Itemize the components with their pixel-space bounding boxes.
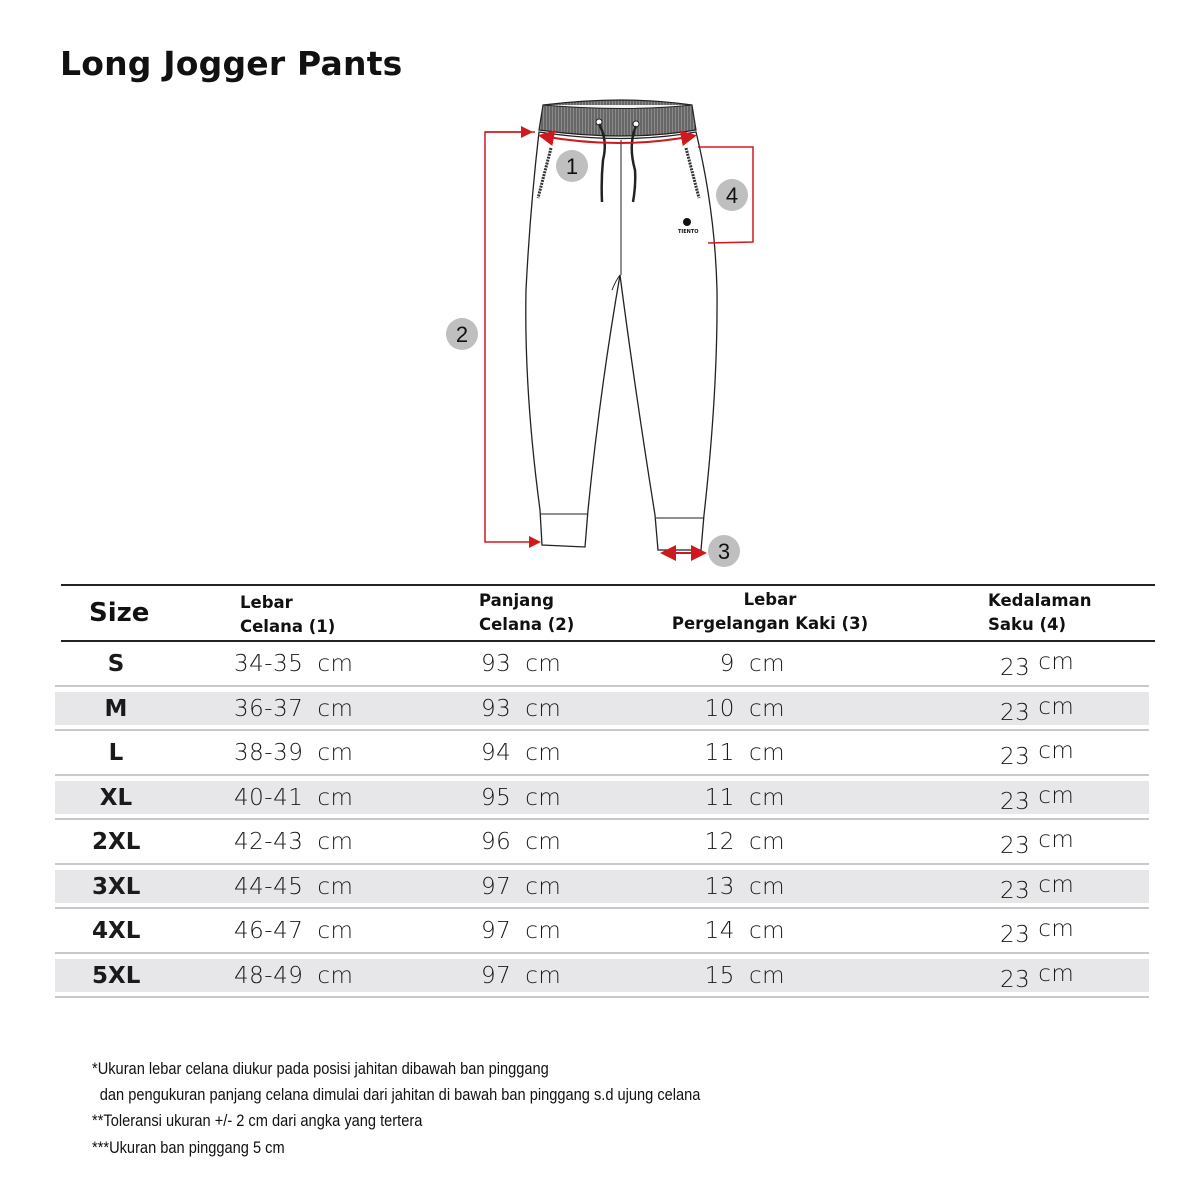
cell-lebar-celana: 40-41 cm [234,784,354,811]
svg-text:3: 3 [717,539,731,564]
cell-lebar-celana: 46-47 cm [234,918,354,944]
cell-lebar-celana: 36-37 cm [234,695,354,722]
cell-size: S [107,651,125,677]
cell-lebar-celana: 44-45 cm [234,873,354,900]
cell-panjang-celana: 93 cm [481,695,562,722]
cell-panjang-celana: 93 cm [481,651,562,677]
cell-kedalaman-saku: 23 cm [1000,649,1075,681]
cell-size: 2XL [92,829,141,855]
svg-text:TIENTO: TIENTO [678,229,699,235]
cell-kedalaman-saku: 23 cm [1000,693,1075,726]
cell-panjang-celana: 96 cm [481,829,562,855]
cell-lebar-pergelangan: 10 cm [704,695,785,722]
cell-kedalaman-saku: 23 cm [1000,960,1075,993]
footnote-2: **Toleransi ukuran +/- 2 cm dari angka yang tertera [92,1110,423,1130]
cell-lebar-pergelangan: 11 cm [704,784,785,811]
cell-size: 4XL [92,918,141,944]
pants-measurement-diagram [430,90,770,580]
cell-panjang-celana: 94 cm [481,740,562,766]
cell-lebar-pergelangan: 12 cm [704,829,785,855]
cell-panjang-celana: 95 cm [481,784,562,811]
cell-kedalaman-saku: 23 cm [1000,871,1075,904]
cell-panjang-celana: 97 cm [481,962,562,989]
cell-size: XL [99,784,133,811]
table-row [55,865,1149,910]
size-chart-table [55,584,1155,998]
cell-size: M [104,695,128,722]
marker-badge-1 [556,150,588,182]
footnote-3: ***Ukuran ban pinggang 5 cm [92,1138,285,1157]
cell-size: 5XL [92,962,141,989]
waistband [539,100,696,136]
marker-badge-2 [446,318,478,350]
cell-kedalaman-saku: 23 cm [1000,782,1075,815]
cell-lebar-pergelangan: 15 cm [704,962,785,989]
cell-panjang-celana: 97 cm [481,918,562,944]
cell-lebar-pergelangan: 13 cm [704,873,785,900]
marker-badge-4 [716,179,748,211]
cell-lebar-pergelangan: 14 cm [704,918,785,944]
table-row [55,954,1149,999]
table-row [55,776,1149,821]
header-lebar-celana: Lebar Celana (1) [240,593,336,636]
table-row [55,687,1149,732]
cell-lebar-pergelangan: 9 cm [719,651,785,677]
footnote-1-continued: dan pengukuran panjang celana dimulai dari jahitan di bawah ban pinggang s.d ujung celana [99,1084,701,1104]
table-body [55,642,1155,998]
cell-panjang-celana: 97 cm [481,873,562,900]
cell-kedalaman-saku: 23 cm [1000,738,1075,770]
table-row [55,731,1149,776]
header-panjang-celana: Panjang Celana (2) [479,591,575,634]
table-row [55,642,1149,687]
cell-lebar-celana: 34-35 cm [234,651,354,677]
cell-size: L [108,740,124,766]
header-size: Size [89,598,150,628]
footnote-1: *Ukuran lebar celana diukur pada posisi jahitan dibawah ban pinggang [92,1059,549,1078]
page-title: Long Jogger Pants [60,44,403,83]
table-row [55,909,1149,954]
marker-badge-3 [708,535,740,567]
svg-text:4: 4 [725,183,739,208]
cell-lebar-celana: 38-39 cm [234,740,354,766]
cell-lebar-celana: 42-43 cm [234,829,354,855]
header-kedalaman-saku: Kedalaman Saku (4) [988,591,1092,634]
table-row [55,820,1149,865]
cell-kedalaman-saku: 23 cm [1000,916,1075,948]
cell-kedalaman-saku: 23 cm [1000,827,1075,859]
footnotes [92,1055,799,1162]
table-header [61,584,1155,642]
svg-text:2: 2 [455,322,469,347]
header-lebar-pergelangan-kaki: Lebar Pergelangan Kaki (3) [671,590,869,633]
cell-lebar-celana: 48-49 cm [234,962,354,989]
cell-lebar-pergelangan: 11 cm [704,740,785,766]
cell-size: 3XL [92,873,141,900]
svg-text:1: 1 [565,154,579,179]
